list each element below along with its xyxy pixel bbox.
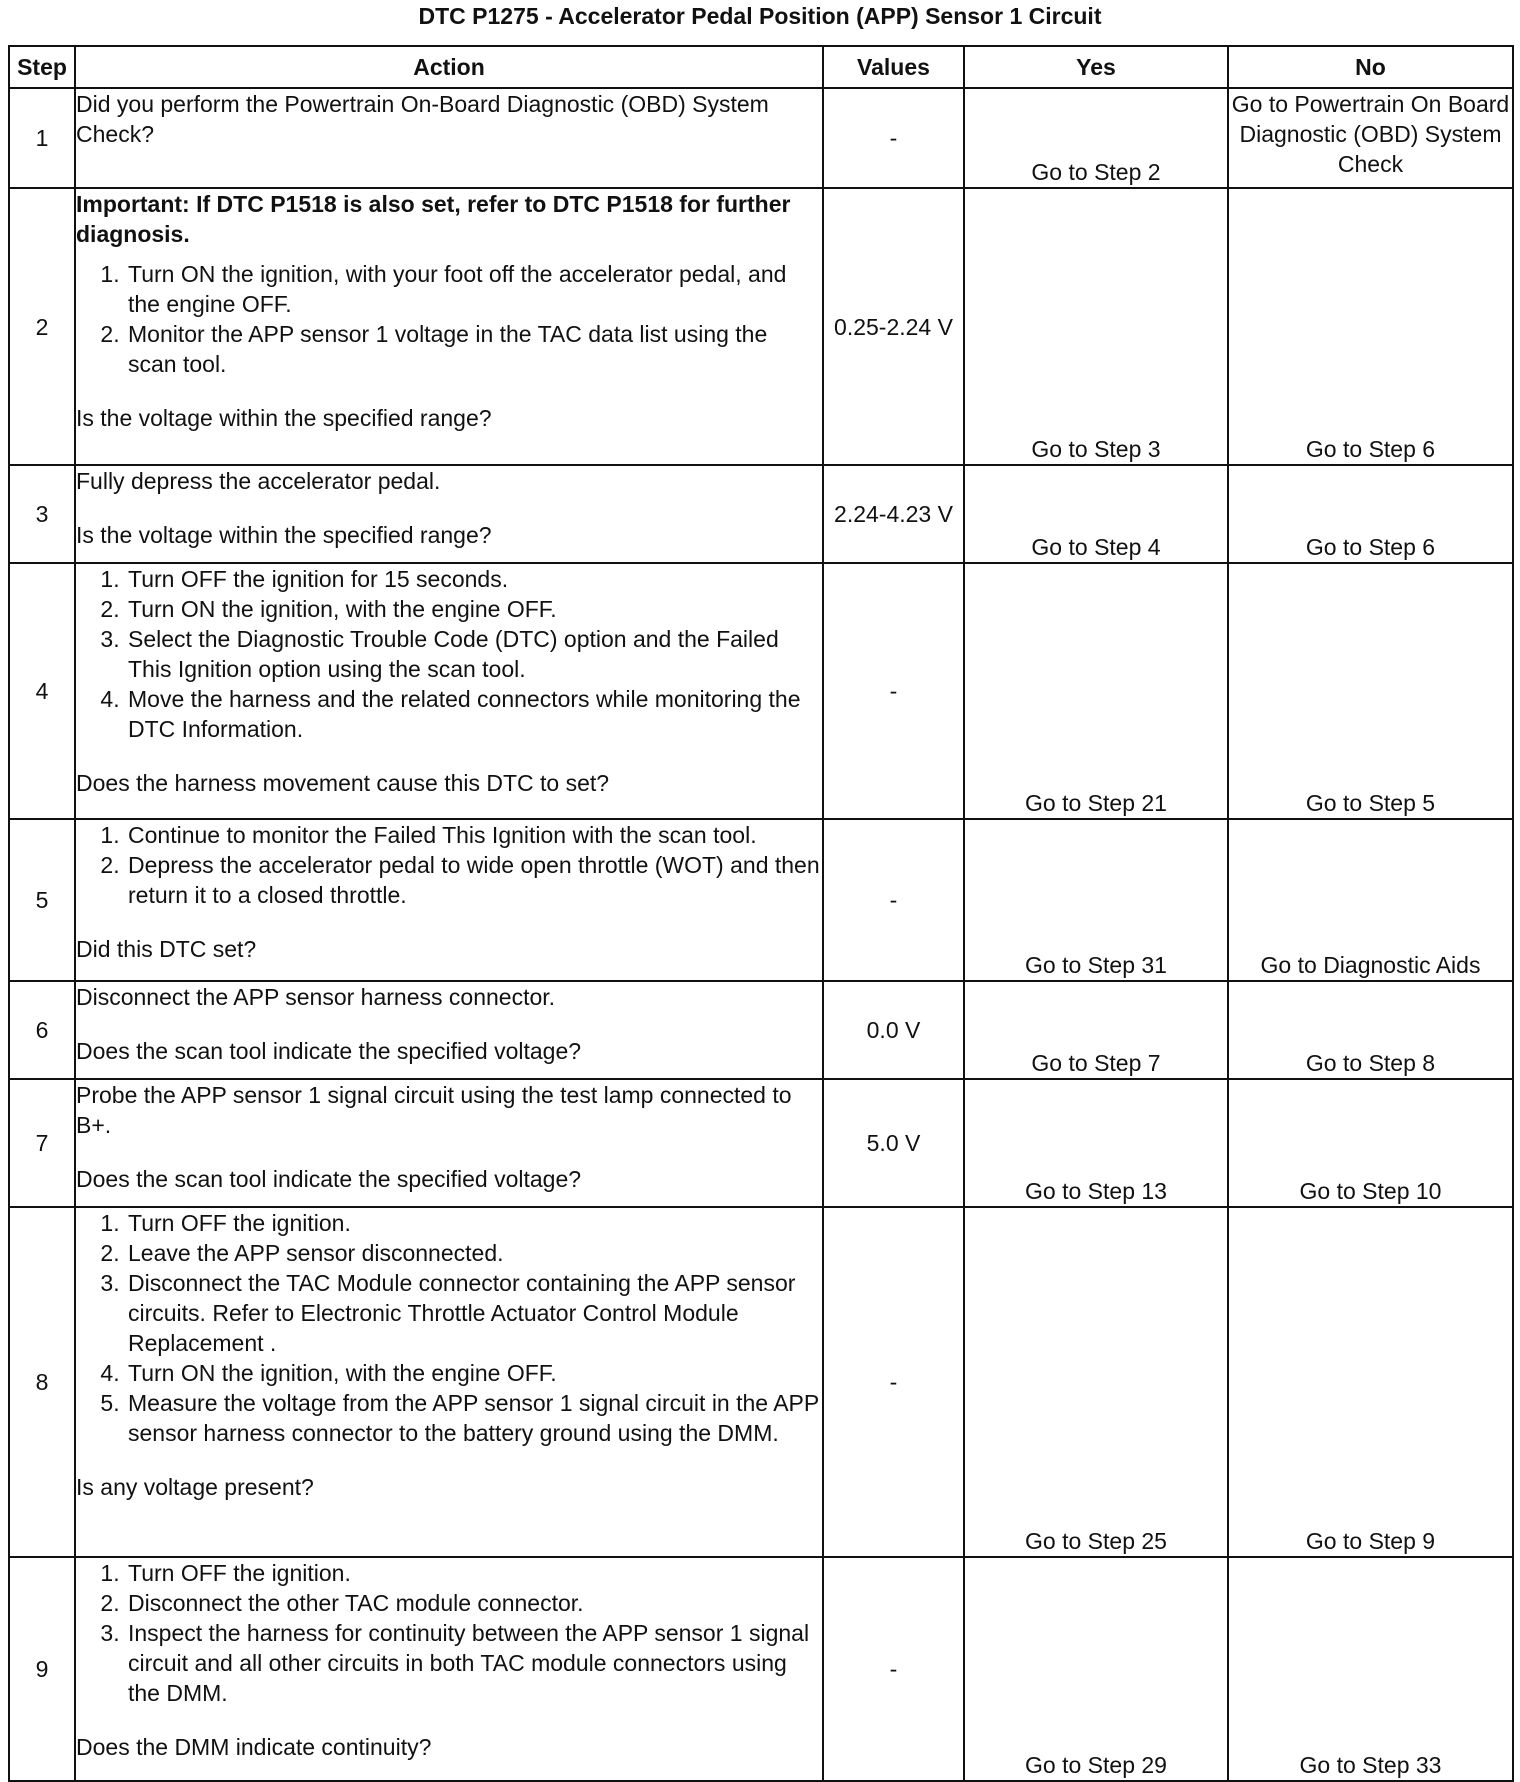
instruction-item: 5. Measure the voltage from the APP sensor 1 signal circuit in the APP sensor harness connector to the battery ground using the DMM.	[126, 1388, 822, 1448]
instruction-item: 2. Depress the accelerator pedal to wide open throttle (WOT) and then return it to a closed throttle.	[126, 850, 822, 910]
yes-cell: Go to Step 13	[964, 1079, 1228, 1207]
instruction-item: 3. Disconnect the TAC Module connector containing the APP sensor circuits. Refer to Electronic Throttle Actuator Control Module Replacement .	[126, 1268, 822, 1358]
question-text: Is any voltage present?	[76, 1474, 314, 1500]
question-text: Is the voltage within the specified range?	[76, 405, 492, 431]
instruction-list	[76, 1208, 822, 1448]
question-text: Does the scan tool indicate the specified voltage?	[76, 1166, 582, 1192]
no-cell: Go to Step 9	[1228, 1207, 1513, 1557]
table-row	[9, 188, 1513, 465]
table-row	[9, 1557, 1513, 1781]
value-cell: -	[823, 1557, 964, 1781]
question-text: Does the harness movement cause this DTC to set?	[76, 770, 610, 796]
action-cell	[75, 981, 823, 1079]
instruction-item: 1. Turn OFF the ignition.	[126, 1558, 822, 1588]
value-cell: 0.0 V	[823, 981, 964, 1079]
instruction-item: 4. Turn ON the ignition, with the engine OFF.	[126, 1358, 822, 1388]
step-number: 1	[9, 88, 75, 188]
table-row	[9, 465, 1513, 563]
no-cell: Go to Step 5	[1228, 563, 1513, 819]
step-number: 7	[9, 1079, 75, 1207]
instruction-item: 2. Leave the APP sensor disconnected.	[126, 1238, 822, 1268]
instruction-item: 1. Turn OFF the ignition.	[126, 1208, 822, 1238]
no-cell: Go to Step 10	[1228, 1079, 1513, 1207]
yes-cell: Go to Step 31	[964, 819, 1228, 981]
action-cell	[75, 1079, 823, 1207]
step-number: 4	[9, 563, 75, 819]
table-row	[9, 563, 1513, 819]
header-no: No	[1228, 46, 1513, 88]
instruction-item: 4. Move the harness and the related connectors while monitoring the DTC Information.	[126, 684, 822, 744]
instruction-list	[76, 564, 822, 744]
instruction-item: 1. Turn ON the ignition, with your foot off the accelerator pedal, and the engine OFF.	[126, 259, 822, 319]
yes-cell: Go to Step 21	[964, 563, 1228, 819]
action-cell	[75, 465, 823, 563]
yes-cell: Go to Step 4	[964, 465, 1228, 563]
instruction-item: 2. Turn ON the ignition, with the engine OFF.	[126, 594, 822, 624]
no-cell: Go to Step 33	[1228, 1557, 1513, 1781]
table-row	[9, 1207, 1513, 1557]
yes-cell: Go to Step 29	[964, 1557, 1228, 1781]
no-cell: Go to Step 8	[1228, 981, 1513, 1079]
action-text: Probe the APP sensor 1 signal circuit using the test lamp connected to B+.	[76, 1082, 792, 1138]
yes-cell: Go to Step 3	[964, 188, 1228, 465]
no-cell: Go to Diagnostic Aids	[1228, 819, 1513, 981]
step-number: 5	[9, 819, 75, 981]
question-text: Does the scan tool indicate the specified voltage?	[76, 1038, 582, 1064]
header-step: Step	[9, 46, 75, 88]
header-action: Action	[75, 46, 823, 88]
instruction-list	[76, 1558, 822, 1708]
header-row	[9, 46, 1513, 88]
action-text: Disconnect the APP sensor harness connector.	[76, 984, 556, 1010]
header-yes: Yes	[964, 46, 1228, 88]
no-cell: Go to Step 6	[1228, 465, 1513, 563]
yes-cell: Go to Step 25	[964, 1207, 1228, 1557]
instruction-item: 1. Turn OFF the ignition for 15 seconds.	[126, 564, 822, 594]
value-cell: 2.24-4.23 V	[823, 465, 964, 563]
value-cell: -	[823, 819, 964, 981]
action-cell	[75, 819, 823, 981]
step-number: 8	[9, 1207, 75, 1557]
instruction-item: 3. Select the Diagnostic Trouble Code (DTC) option and the Failed This Ignition option using the scan tool.	[126, 624, 822, 684]
instruction-list	[76, 259, 822, 379]
table-row	[9, 88, 1513, 188]
step-number: 6	[9, 981, 75, 1079]
important-note: Important: If DTC P1518 is also set, refer to DTC P1518 for further diagnosis.	[76, 191, 791, 247]
value-cell: -	[823, 1207, 964, 1557]
table-row	[9, 819, 1513, 981]
step-number: 2	[9, 188, 75, 465]
table-row	[9, 1079, 1513, 1207]
no-cell: Go to Powertrain On Board Diagnostic (OBD) System Check	[1228, 88, 1513, 188]
action-text: Did you perform the Powertrain On-Board Diagnostic (OBD) System Check?	[76, 91, 769, 147]
page-title: DTC P1275 - Accelerator Pedal Position (APP) Sensor 1 Circuit	[418, 3, 1102, 29]
step-number: 3	[9, 465, 75, 563]
table-row	[9, 981, 1513, 1079]
action-cell	[75, 563, 823, 819]
question-text: Is the voltage within the specified range?	[76, 522, 492, 548]
value-cell: 0.25-2.24 V	[823, 188, 964, 465]
action-cell	[75, 1207, 823, 1557]
instruction-item: 3. Inspect the harness for continuity between the APP sensor 1 signal circuit and all other circuits in both TAC module connectors using the DMM.	[126, 1618, 822, 1708]
value-cell: -	[823, 88, 964, 188]
action-cell	[75, 88, 823, 188]
no-cell: Go to Step 6	[1228, 188, 1513, 465]
step-number: 9	[9, 1557, 75, 1781]
diagnostic-table	[8, 45, 1514, 1782]
header-values: Values	[823, 46, 964, 88]
value-cell: 5.0 V	[823, 1079, 964, 1207]
instruction-item: 1. Continue to monitor the Failed This Ignition with the scan tool.	[126, 820, 822, 850]
action-cell	[75, 1557, 823, 1781]
instruction-item: 2. Monitor the APP sensor 1 voltage in the TAC data list using the scan tool.	[126, 319, 822, 379]
question-text: Did this DTC set?	[76, 936, 257, 962]
value-cell: -	[823, 563, 964, 819]
instruction-item: 2. Disconnect the other TAC module connector.	[126, 1588, 822, 1618]
yes-cell: Go to Step 2	[964, 88, 1228, 188]
action-text: Fully depress the accelerator pedal.	[76, 468, 441, 494]
yes-cell: Go to Step 7	[964, 981, 1228, 1079]
question-text: Does the DMM indicate continuity?	[76, 1734, 432, 1760]
action-cell	[75, 188, 823, 465]
instruction-list	[76, 820, 822, 910]
